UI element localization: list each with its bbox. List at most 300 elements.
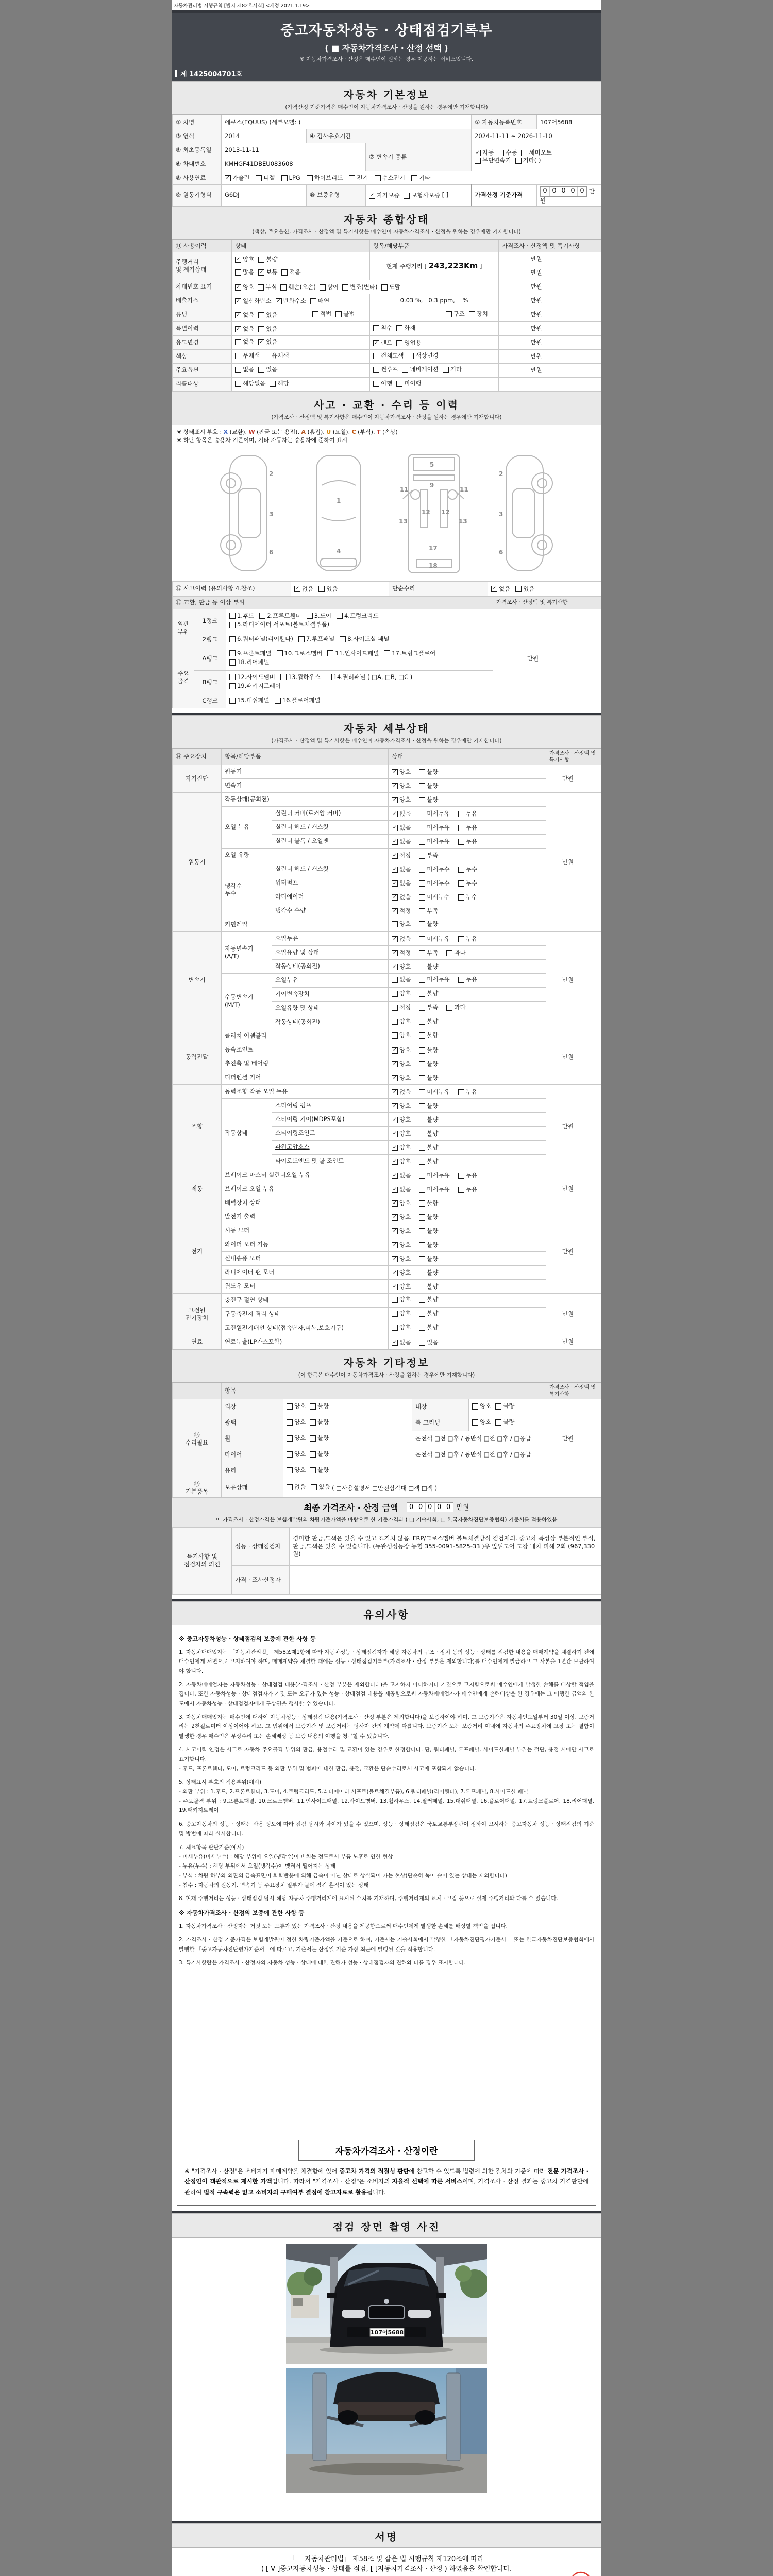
checkbox-option[interactable] (419, 1074, 438, 1082)
checkbox[interactable] (419, 894, 425, 901)
checkbox-option[interactable] (521, 149, 551, 157)
checkbox[interactable] (310, 1419, 316, 1426)
checkbox[interactable] (310, 1435, 316, 1442)
checkbox-option[interactable] (258, 338, 277, 346)
checkbox[interactable]: ✓ (392, 1228, 397, 1234)
checkbox-option[interactable] (392, 1158, 411, 1165)
checkbox[interactable] (458, 1173, 464, 1179)
checkbox[interactable] (419, 853, 425, 859)
checkbox[interactable]: ✓ (392, 1116, 397, 1123)
checkbox[interactable] (287, 1467, 293, 1473)
checkbox[interactable] (515, 158, 522, 164)
checkbox[interactable]: ✓ (392, 1214, 397, 1220)
checkbox-option[interactable] (392, 1283, 411, 1291)
checkbox[interactable] (402, 367, 408, 373)
checkbox-option[interactable] (235, 352, 260, 360)
checkbox[interactable] (458, 1187, 464, 1193)
checkbox[interactable] (408, 353, 414, 359)
checkbox[interactable] (307, 175, 313, 181)
checkbox-option[interactable] (258, 311, 277, 319)
checkbox-option[interactable] (310, 1434, 329, 1442)
checkbox[interactable] (229, 622, 236, 628)
checkbox-option[interactable] (280, 673, 321, 681)
checkbox-option[interactable] (373, 352, 404, 360)
checkbox[interactable] (419, 1311, 425, 1317)
checkbox-option[interactable] (384, 650, 435, 657)
checkbox-option[interactable] (373, 366, 398, 374)
checkbox[interactable]: ✓ (392, 1089, 397, 1095)
checkbox-option[interactable] (396, 324, 415, 332)
checkbox-option[interactable] (392, 1144, 411, 1151)
checkbox[interactable]: ✓ (236, 284, 241, 290)
checkbox[interactable] (458, 894, 464, 901)
checkbox-option[interactable] (419, 1199, 438, 1207)
checkbox-option[interactable] (419, 1324, 438, 1331)
checkbox[interactable] (458, 977, 464, 983)
checkbox[interactable] (446, 950, 452, 956)
checkbox[interactable] (280, 284, 287, 291)
checkbox[interactable] (258, 312, 264, 318)
checkbox-option[interactable] (327, 650, 379, 657)
checkbox-option[interactable] (392, 824, 411, 832)
checkbox[interactable] (458, 825, 464, 831)
checkbox-option[interactable] (281, 268, 300, 276)
checkbox[interactable] (419, 825, 425, 831)
checkbox[interactable] (419, 797, 425, 803)
checkbox-option[interactable] (419, 1046, 438, 1054)
checkbox-option[interactable] (472, 1418, 491, 1426)
checkbox[interactable] (419, 867, 425, 873)
checkbox[interactable] (277, 650, 283, 656)
checkbox-option[interactable] (259, 612, 301, 620)
checkbox[interactable]: ✓ (392, 908, 397, 914)
checkbox-option[interactable] (419, 796, 438, 804)
checkbox-option[interactable] (392, 907, 411, 915)
checkbox-option[interactable] (375, 174, 405, 182)
checkbox[interactable]: ✓ (392, 796, 397, 803)
checkbox-option[interactable] (235, 366, 254, 374)
checkbox[interactable]: ✓ (392, 1200, 397, 1206)
checkbox-option[interactable] (392, 879, 411, 887)
checkbox-option[interactable] (229, 658, 270, 666)
checkbox-option[interactable] (419, 1310, 438, 1317)
checkbox-option[interactable] (419, 1018, 438, 1025)
checkbox[interactable]: ✓ (392, 1242, 397, 1248)
checkbox-option[interactable] (419, 1004, 438, 1011)
checkbox-option[interactable] (419, 1060, 438, 1068)
checkbox[interactable] (310, 1451, 316, 1458)
checkbox[interactable] (419, 1131, 425, 1137)
checkbox-option[interactable] (287, 1483, 306, 1491)
checkbox-option[interactable] (404, 192, 440, 199)
checkbox-option[interactable] (419, 879, 449, 887)
checkbox-option[interactable] (392, 796, 411, 804)
checkbox[interactable]: ✓ (392, 783, 397, 789)
checkbox-option[interactable] (381, 283, 400, 291)
checkbox-option[interactable] (392, 1241, 411, 1249)
checkbox-option[interactable] (287, 1418, 306, 1426)
checkbox-option[interactable] (419, 1241, 438, 1249)
checkbox[interactable] (342, 284, 348, 291)
checkbox[interactable] (419, 783, 425, 789)
checkbox[interactable] (411, 175, 417, 181)
checkbox-option[interactable] (392, 1046, 411, 1054)
checkbox[interactable] (419, 769, 425, 775)
checkbox-option[interactable] (419, 976, 449, 984)
checkbox[interactable] (311, 1484, 317, 1490)
checkbox-option[interactable] (392, 963, 411, 971)
checkbox[interactable] (419, 880, 425, 887)
checkbox[interactable] (396, 340, 402, 346)
checkbox[interactable] (472, 1403, 478, 1410)
checkbox-option[interactable] (419, 935, 449, 943)
checkbox-option[interactable] (235, 311, 254, 319)
checkbox-option[interactable] (515, 585, 534, 593)
checkbox[interactable] (264, 353, 270, 359)
checkbox[interactable] (310, 1467, 316, 1473)
checkbox-option[interactable] (258, 325, 277, 333)
checkbox-option[interactable] (235, 297, 272, 305)
checkbox[interactable] (235, 339, 241, 345)
checkbox-option[interactable] (337, 612, 379, 620)
checkbox-option[interactable] (287, 1466, 306, 1474)
checkbox-option[interactable] (373, 380, 392, 387)
checkbox[interactable]: ✓ (392, 769, 397, 775)
checkbox[interactable] (235, 381, 241, 387)
checkbox[interactable] (521, 150, 527, 156)
checkbox-option[interactable] (419, 893, 449, 901)
checkbox-option[interactable] (225, 174, 249, 182)
checkbox-option[interactable] (419, 1213, 438, 1221)
checkbox[interactable] (318, 586, 325, 592)
checkbox[interactable] (310, 1403, 316, 1410)
checkbox-option[interactable] (312, 310, 331, 318)
checkbox-option[interactable] (310, 297, 329, 305)
checkbox[interactable] (419, 1228, 425, 1234)
checkbox[interactable] (419, 1297, 425, 1303)
checkbox[interactable] (326, 674, 332, 680)
checkbox-option[interactable] (419, 1158, 438, 1165)
checkbox[interactable] (475, 158, 481, 164)
checkbox[interactable] (259, 613, 265, 619)
checkbox-option[interactable] (392, 1130, 411, 1138)
checkbox-option[interactable] (419, 990, 438, 997)
checkbox[interactable] (419, 1075, 425, 1081)
checkbox-option[interactable] (392, 976, 411, 984)
checkbox-option[interactable] (229, 673, 275, 681)
checkbox-option[interactable] (419, 907, 438, 915)
checkbox[interactable] (419, 839, 425, 845)
checkbox[interactable]: ✓ (492, 586, 497, 592)
checkbox[interactable]: ✓ (392, 880, 397, 886)
checkbox[interactable] (419, 1159, 425, 1165)
checkbox-option[interactable] (458, 824, 477, 832)
checkbox-option[interactable] (458, 1185, 477, 1193)
checkbox[interactable] (229, 659, 236, 666)
checkbox[interactable] (419, 936, 425, 942)
checkbox-option[interactable] (458, 1088, 477, 1096)
checkbox[interactable]: ✓ (259, 269, 264, 275)
checkbox[interactable] (373, 381, 379, 387)
checkbox[interactable]: ✓ (369, 192, 375, 198)
checkbox[interactable] (419, 1032, 425, 1039)
checkbox-option[interactable] (392, 838, 411, 845)
checkbox-option[interactable] (229, 650, 272, 657)
checkbox[interactable] (298, 636, 305, 642)
checkbox[interactable] (419, 1061, 425, 1067)
checkbox-option[interactable] (229, 612, 254, 620)
checkbox-option[interactable] (396, 380, 421, 387)
checkbox[interactable] (235, 367, 241, 373)
checkbox[interactable] (327, 650, 333, 656)
checkbox-option[interactable] (475, 157, 511, 164)
checkbox[interactable] (419, 1103, 425, 1109)
checkbox-option[interactable] (419, 768, 438, 776)
checkbox[interactable]: ✓ (392, 838, 397, 844)
checkbox[interactable] (419, 811, 425, 817)
checkbox[interactable] (419, 1214, 425, 1221)
checkbox[interactable] (443, 367, 449, 373)
checkbox[interactable]: ✓ (236, 326, 241, 332)
checkbox-option[interactable] (258, 268, 277, 276)
checkbox[interactable]: ✓ (392, 894, 397, 900)
checkbox[interactable] (373, 367, 379, 373)
checkbox[interactable] (515, 586, 522, 592)
checkbox-option[interactable] (419, 824, 449, 832)
checkbox[interactable] (392, 1032, 398, 1039)
checkbox-option[interactable] (229, 635, 293, 643)
checkbox[interactable]: ✓ (392, 1144, 397, 1150)
checkbox[interactable] (270, 381, 276, 387)
checkbox[interactable] (258, 326, 264, 332)
checkbox-option[interactable] (392, 1116, 411, 1124)
checkbox-option[interactable] (458, 893, 477, 901)
checkbox-option[interactable] (258, 256, 277, 263)
checkbox[interactable] (419, 1047, 425, 1054)
checkbox-option[interactable] (498, 149, 517, 157)
checkbox[interactable]: ✓ (392, 950, 397, 956)
checkbox[interactable] (392, 921, 398, 927)
checkbox-option[interactable] (392, 893, 411, 901)
checkbox-option[interactable] (392, 1213, 411, 1221)
checkbox-option[interactable] (335, 310, 355, 318)
checkbox[interactable] (495, 1403, 501, 1410)
checkbox-option[interactable] (340, 635, 389, 643)
checkbox-option[interactable] (402, 366, 439, 374)
checkbox[interactable] (472, 1419, 478, 1426)
checkbox[interactable] (419, 1200, 425, 1207)
checkbox-option[interactable] (258, 283, 277, 291)
checkbox-option[interactable] (392, 935, 411, 943)
checkbox[interactable] (392, 977, 398, 983)
checkbox[interactable] (392, 1311, 398, 1317)
checkbox-option[interactable] (307, 612, 331, 620)
checkbox[interactable] (337, 613, 343, 619)
checkbox-option[interactable] (294, 585, 313, 593)
checkbox-option[interactable] (495, 1418, 514, 1426)
checkbox-option[interactable] (310, 1402, 329, 1410)
checkbox-option[interactable] (373, 339, 392, 347)
checkbox-option[interactable] (310, 1466, 329, 1474)
checkbox[interactable] (419, 1340, 425, 1346)
checkbox[interactable] (419, 1256, 425, 1262)
checkbox[interactable] (404, 193, 410, 199)
checkbox[interactable] (229, 698, 236, 704)
checkbox[interactable] (375, 175, 381, 181)
checkbox-option[interactable] (392, 1269, 411, 1277)
checkbox-option[interactable] (419, 838, 449, 845)
checkbox-option[interactable] (326, 673, 413, 681)
checkbox-option[interactable] (311, 1483, 330, 1491)
checkbox[interactable] (419, 1117, 425, 1123)
checkbox[interactable] (312, 311, 318, 317)
checkbox-option[interactable] (392, 852, 411, 859)
checkbox-option[interactable] (392, 1031, 411, 1039)
checkbox[interactable] (287, 1403, 293, 1410)
checkbox-option[interactable] (264, 352, 289, 360)
checkbox[interactable] (498, 150, 504, 156)
checkbox[interactable]: ✓ (392, 963, 397, 970)
checkbox[interactable]: ✓ (295, 586, 300, 592)
checkbox[interactable] (235, 269, 241, 276)
checkbox-option[interactable] (419, 1296, 438, 1303)
checkbox[interactable] (235, 353, 241, 359)
checkbox[interactable] (320, 284, 326, 291)
checkbox[interactable] (229, 636, 236, 642)
checkbox-option[interactable] (458, 1172, 477, 1179)
checkbox-option[interactable] (408, 352, 438, 360)
checkbox[interactable]: ✓ (392, 1061, 397, 1067)
checkbox[interactable]: ✓ (392, 824, 397, 831)
checkbox-option[interactable] (349, 174, 368, 182)
checkbox[interactable] (419, 964, 425, 970)
checkbox[interactable]: ✓ (392, 810, 397, 817)
checkbox[interactable] (258, 257, 264, 263)
checkbox-option[interactable] (419, 1102, 438, 1110)
checkbox-option[interactable] (392, 1227, 411, 1235)
checkbox[interactable] (373, 353, 379, 359)
checkbox[interactable] (458, 1089, 464, 1095)
checkbox-option[interactable] (276, 297, 306, 305)
checkbox-option[interactable] (392, 1088, 411, 1096)
checkbox-option[interactable] (275, 697, 321, 704)
checkbox[interactable]: ✓ (392, 1339, 397, 1345)
checkbox-option[interactable] (419, 1088, 449, 1096)
checkbox[interactable] (287, 1451, 293, 1458)
checkbox-option[interactable] (458, 810, 477, 818)
checkbox-option[interactable] (235, 268, 254, 276)
checkbox-option[interactable] (419, 963, 438, 971)
checkbox-option[interactable] (318, 585, 338, 593)
checkbox-option[interactable] (491, 585, 510, 593)
checkbox-option[interactable] (392, 920, 411, 928)
checkbox[interactable]: ✓ (392, 866, 397, 872)
checkbox[interactable] (392, 1019, 398, 1025)
checkbox-option[interactable] (392, 810, 411, 818)
checkbox[interactable] (419, 1005, 425, 1011)
checkbox[interactable] (419, 921, 425, 927)
checkbox-option[interactable] (392, 990, 411, 997)
checkbox[interactable] (419, 908, 425, 914)
checkbox-option[interactable] (310, 1418, 329, 1426)
checkbox-option[interactable] (446, 1004, 465, 1011)
checkbox-option[interactable] (287, 1450, 306, 1458)
checkbox[interactable] (419, 1325, 425, 1331)
checkbox[interactable] (280, 674, 287, 680)
checkbox[interactable] (335, 311, 342, 317)
checkbox[interactable] (287, 1419, 293, 1426)
checkbox-option[interactable] (256, 174, 275, 182)
checkbox-option[interactable] (443, 366, 462, 374)
checkbox[interactable] (392, 1005, 398, 1011)
checkbox-option[interactable] (495, 1402, 514, 1410)
checkbox-option[interactable] (392, 1102, 411, 1110)
checkbox[interactable] (373, 325, 379, 331)
checkbox[interactable] (419, 1270, 425, 1276)
checkbox[interactable] (419, 950, 425, 956)
checkbox[interactable] (419, 977, 425, 983)
checkbox[interactable]: ✓ (392, 1130, 397, 1137)
checkbox[interactable]: ✓ (392, 1075, 397, 1081)
checkbox-option[interactable] (472, 1402, 491, 1410)
checkbox[interactable] (392, 991, 398, 997)
checkbox-option[interactable] (235, 338, 254, 346)
checkbox-option[interactable] (392, 1172, 411, 1179)
checkbox[interactable] (229, 613, 236, 619)
checkbox-option[interactable] (392, 1324, 411, 1331)
checkbox-option[interactable] (419, 1185, 449, 1193)
checkbox[interactable] (392, 1325, 398, 1331)
checkbox-option[interactable] (419, 852, 438, 859)
checkbox-option[interactable] (469, 310, 488, 318)
checkbox-option[interactable] (307, 174, 343, 182)
checkbox[interactable] (458, 880, 464, 887)
checkbox-option[interactable] (419, 920, 438, 928)
checkbox[interactable] (419, 1089, 425, 1095)
checkbox-option[interactable] (419, 1255, 438, 1263)
checkbox[interactable] (258, 284, 264, 291)
checkbox[interactable] (349, 175, 355, 181)
checkbox-option[interactable] (392, 1185, 411, 1193)
checkbox-option[interactable] (458, 976, 477, 984)
checkbox-option[interactable] (419, 1269, 438, 1277)
checkbox[interactable] (458, 811, 464, 817)
checkbox[interactable]: ✓ (392, 1172, 397, 1178)
checkbox-option[interactable] (419, 1227, 438, 1235)
checkbox-option[interactable] (446, 310, 465, 318)
checkbox-option[interactable] (458, 935, 477, 943)
checkbox-option[interactable] (458, 866, 477, 873)
checkbox-option[interactable] (310, 1450, 329, 1458)
checkbox[interactable]: ✓ (392, 1269, 397, 1276)
checkbox-option[interactable] (235, 380, 265, 387)
checkbox-option[interactable] (392, 1018, 411, 1025)
checkbox[interactable] (307, 613, 313, 619)
checkbox[interactable] (419, 1284, 425, 1290)
checkbox[interactable] (275, 698, 281, 704)
checkbox-option[interactable] (281, 174, 300, 182)
checkbox[interactable] (419, 1173, 425, 1179)
checkbox-option[interactable] (392, 1255, 411, 1263)
checkbox[interactable] (446, 311, 452, 317)
checkbox-option[interactable] (419, 949, 438, 957)
checkbox-option[interactable] (280, 283, 315, 291)
checkbox-option[interactable] (419, 1031, 438, 1039)
checkbox[interactable]: ✓ (392, 1158, 397, 1164)
checkbox[interactable]: ✓ (475, 149, 480, 156)
checkbox-option[interactable] (392, 949, 411, 957)
checkbox[interactable] (396, 325, 402, 331)
